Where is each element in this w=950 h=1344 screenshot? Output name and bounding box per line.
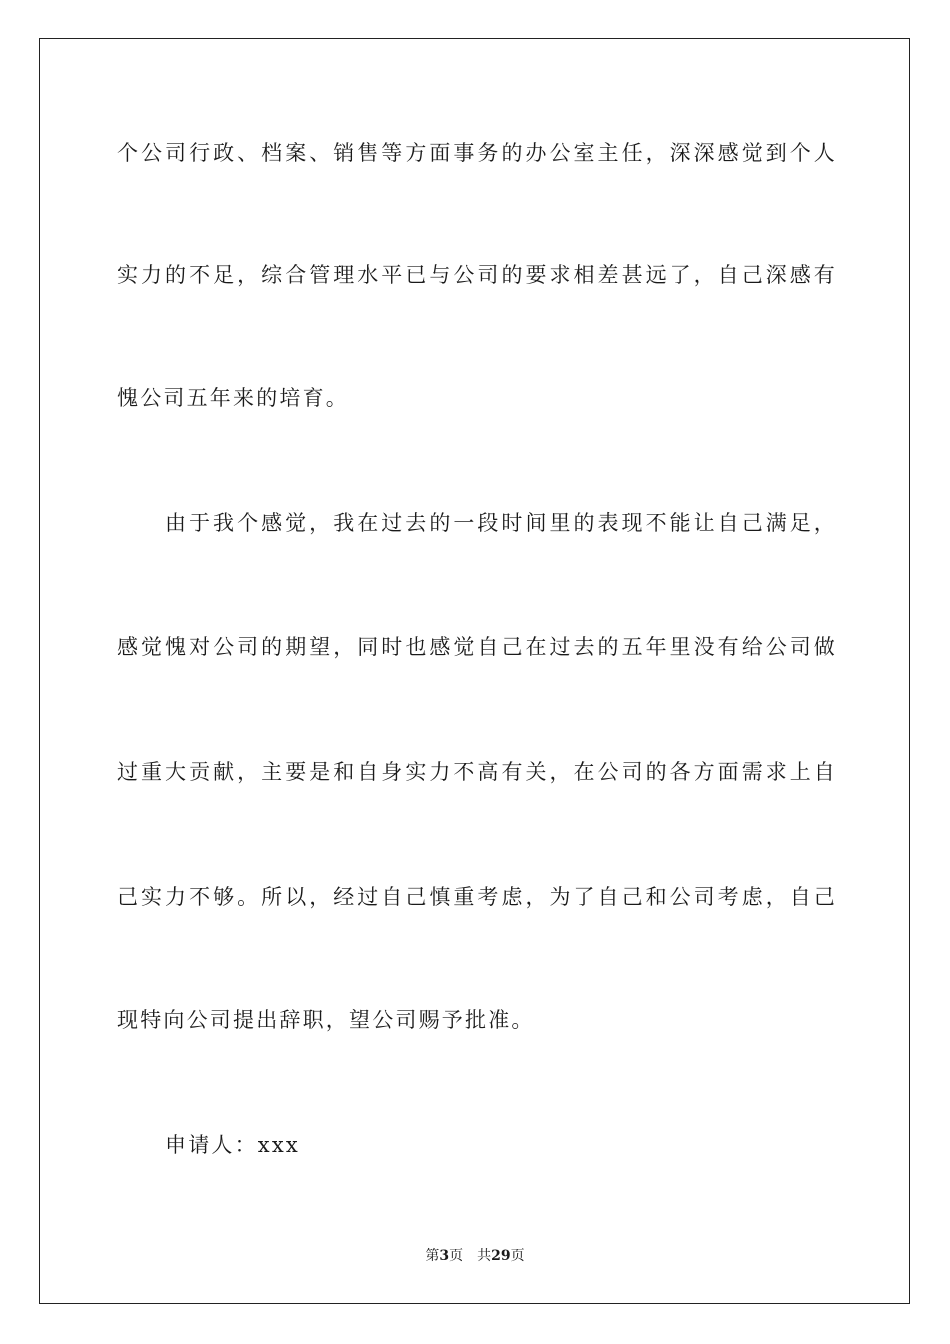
body-line-3: 愧公司五年来的培育。 <box>117 386 349 410</box>
page-suffix: 页 <box>449 1248 464 1264</box>
body-line-7: 己实力不够。所以，经过自己慎重考虑，为了自己和公司考虑，自己 <box>117 885 837 909</box>
body-line-8: 现特向公司提出辞职，望公司赐予批准。 <box>117 1008 535 1032</box>
total-prefix: 共 <box>477 1248 492 1264</box>
page-border <box>39 38 910 1304</box>
body-line-6: 过重大贡献，主要是和自身实力不高有关，在公司的各方面需求上自 <box>117 760 837 784</box>
total-suffix: 页 <box>510 1248 525 1264</box>
page-current: 3 <box>439 1248 450 1264</box>
applicant-signature: 申请人：xxx <box>165 1133 300 1157</box>
page-footer <box>0 1247 950 1265</box>
page-prefix: 第 <box>425 1248 440 1264</box>
body-line-1: 个公司行政、档案、销售等方面事务的办公室主任，深深感觉到个人 <box>117 141 837 165</box>
body-line-5: 感觉愧对公司的期望，同时也感觉自己在过去的五年里没有给公司做 <box>117 635 837 659</box>
body-line-4: 由于我个感觉，我在过去的一段时间里的表现不能让自己满足， <box>165 511 837 535</box>
page-total: 29 <box>491 1248 511 1264</box>
body-line-2: 实力的不足，综合管理水平已与公司的要求相差甚远了，自己深感有 <box>117 263 837 287</box>
